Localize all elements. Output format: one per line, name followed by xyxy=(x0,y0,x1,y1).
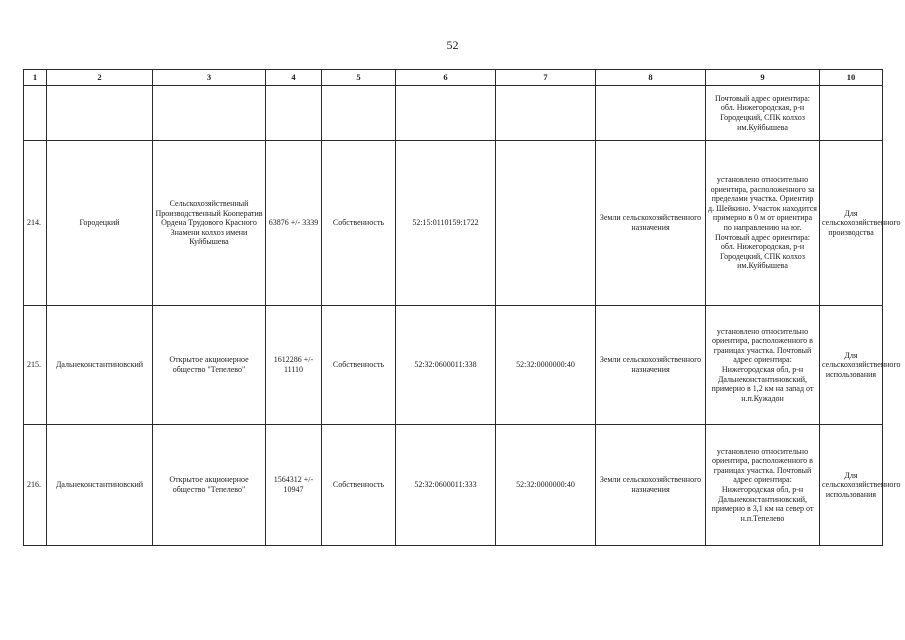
cell-empty xyxy=(153,86,266,141)
cell-owner: Открытое акционерное общество "Тепелево" xyxy=(153,425,266,546)
table-row xyxy=(24,306,883,425)
cell-owner: Сельскохозяйственный Производственный Кооператив Ордена Трудового Красного Знамени колхоз имени Куйбышева xyxy=(153,141,266,306)
cell-empty xyxy=(24,86,47,141)
header-col-3: 3 xyxy=(153,70,266,86)
cell-category: Земли сельскохозяйственного назначения xyxy=(596,141,706,306)
table-row xyxy=(24,425,883,546)
cell-right: Собственность xyxy=(322,141,396,306)
table-row-continuation xyxy=(24,86,883,141)
page-number: 52 xyxy=(446,38,459,52)
header-col-8: 8 xyxy=(596,70,706,86)
cell-number: 216. xyxy=(24,425,47,546)
land-registry-table xyxy=(23,69,901,546)
cell-location: Почтовый адрес ориентира: обл. Нижегородская, р-н Городецкий, СПК колхоз им.Куйбышева xyxy=(706,86,820,141)
cell-number: 214. xyxy=(24,141,47,306)
cell-parent-cadastral: 52:32:0000000:40 xyxy=(496,425,596,546)
header-col-5: 5 xyxy=(322,70,396,86)
cell-usage: Для сельскохозяйственного производства xyxy=(820,141,883,306)
cell-empty xyxy=(496,86,596,141)
cell-area: 63876 +/- 3339 xyxy=(266,141,322,306)
cell-right: Собственность xyxy=(322,306,396,425)
cell-category: Земли сельскохозяйственного назначения xyxy=(596,425,706,546)
header-col-7: 7 xyxy=(496,70,596,86)
cell-empty xyxy=(596,86,706,141)
cell-district: Дальнеконстантиновский xyxy=(47,306,153,425)
cell-empty xyxy=(396,86,496,141)
header-col-4: 4 xyxy=(266,70,322,86)
cell-location: установлено относительно ориентира, расположенного в границах участка. Почтовый адрес ориентира: Нижегородская обл, р-н Дальнеконстантиновский, примерно в 1,2 км на запад от н.п.Кужадон xyxy=(706,306,820,425)
cell-parent-cadastral xyxy=(496,141,596,306)
cell-empty xyxy=(322,86,396,141)
header-col-6: 6 xyxy=(396,70,496,86)
cell-empty xyxy=(47,86,153,141)
header-col-10: 10 xyxy=(820,70,883,86)
cell-usage: Для сельскохозяйственного использования xyxy=(820,306,883,425)
cell-category: Земли сельскохозяйственного назначения xyxy=(596,306,706,425)
cell-number: 215. xyxy=(24,306,47,425)
header-col-9: 9 xyxy=(706,70,820,86)
cell-parent-cadastral: 52:32:0000000:40 xyxy=(496,306,596,425)
cell-area: 1612286 +/- 11110 xyxy=(266,306,322,425)
header-row xyxy=(24,70,883,86)
cell-cadastral: 52:32:0600011:338 xyxy=(396,306,496,425)
cell-owner: Открытое акционерное общество "Тепелево" xyxy=(153,306,266,425)
cell-empty xyxy=(266,86,322,141)
cell-cadastral: 52:15:0110159:1722 xyxy=(396,141,496,306)
cell-location: установлено относительно ориентира, расположенного в границах участка. Почтовый адрес ориентира: Нижегородская обл, р-н Дальнеконстантиновский, примерно в 3,1 км на север от н.п.Тепелево xyxy=(706,425,820,546)
cell-empty xyxy=(820,86,883,141)
table-row xyxy=(24,141,883,306)
header-col-1: 1 xyxy=(24,70,47,86)
cell-district: Дальнеконстантиновский xyxy=(47,425,153,546)
cell-right: Собственность xyxy=(322,425,396,546)
cell-location: установлено относительно ориентира, расположенного за пределами участка. Ориентир д. Шейкино. Участок находится примерно в 0 м от ориентира по направлению на юг. Почтовый адрес ориентира: обл. Нижегородская, р-н Городецкий, СПК колхоз им.Куйбышева xyxy=(706,141,820,306)
cell-district: Городецкий xyxy=(47,141,153,306)
header-col-2: 2 xyxy=(47,70,153,86)
cell-cadastral: 52:32:0600011:333 xyxy=(396,425,496,546)
cell-area: 1564312 +/- 10947 xyxy=(266,425,322,546)
cell-usage: Для сельскохозяйственного использования xyxy=(820,425,883,546)
